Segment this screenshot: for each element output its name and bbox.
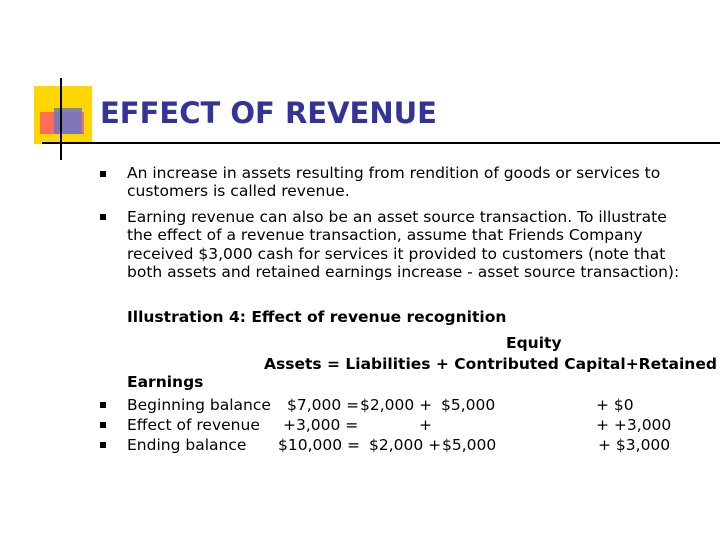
row-label: Beginning balance	[127, 396, 271, 414]
title-underline	[42, 142, 720, 144]
retained-value: + +3,000	[596, 416, 672, 434]
table-row	[0, 436, 720, 456]
slide-title: EFFECT OF REVENUE	[100, 96, 437, 130]
decor-vertical-line	[60, 78, 62, 160]
liabilities-value: $2,000 +	[369, 436, 442, 454]
bullet-text-1: An increase in assets resulting from rendition of goods or services to customers is called revenue.	[127, 164, 661, 201]
row-label: Effect of revenue	[127, 416, 260, 434]
assets-value: +3,000 =	[283, 416, 359, 434]
equation-header: Assets = Liabilities + Contributed Capital+Retained	[264, 355, 717, 373]
bullet-icon	[100, 402, 106, 408]
table-row	[0, 396, 720, 416]
assets-value: $7,000 =	[287, 396, 360, 414]
bullet-icon	[100, 214, 106, 220]
bullet-icon	[100, 422, 106, 428]
retained-value: + $0	[596, 396, 634, 414]
liabilities-value: +	[419, 416, 432, 434]
illustration-title: Illustration 4: Effect of revenue recognition	[127, 308, 507, 326]
table-row	[0, 416, 720, 436]
contributed-value: $5,000	[441, 396, 496, 414]
equity-header: Equity	[506, 334, 562, 352]
assets-value: $10,000 =	[278, 436, 361, 454]
bullet-icon	[100, 171, 106, 177]
bullet-icon	[100, 442, 106, 448]
retained-value: + $3,000	[598, 436, 671, 454]
row-label: Ending balance	[127, 436, 247, 454]
bullet-text-2: Earning revenue can also be an asset source transaction. To illustrate the effect of a revenue transaction, assume that Friends Company received $3,000 cash for services it provided to customers (note that both assets and retained earnings increase - asset source transaction):	[127, 208, 680, 281]
decor-blue-square	[54, 108, 82, 134]
earnings-header: Earnings	[127, 373, 204, 391]
contributed-value: $5,000	[442, 436, 497, 454]
liabilities-value: $2,000 +	[360, 396, 433, 414]
